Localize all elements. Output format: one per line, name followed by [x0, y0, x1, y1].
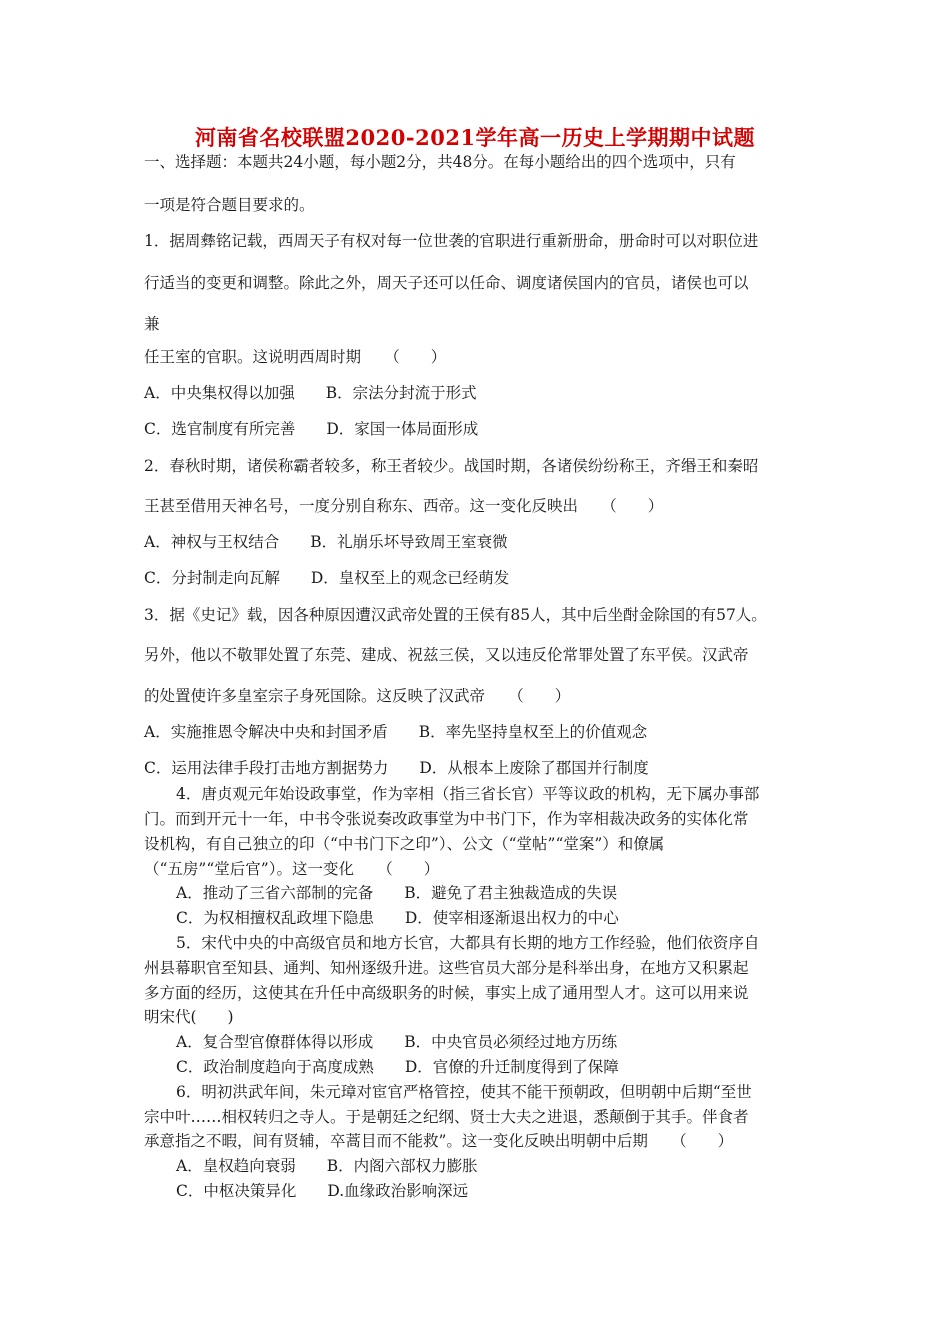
question-2-option-line: C．分封制走向瓦解 D．皇权至上的观念已经萌发	[144, 569, 510, 587]
question-6-option-line: C．中枢决策异化 D.血缘政治影响深远	[176, 1182, 469, 1200]
question-3-option-line: C．运用法律手段打击地方割据势力 D．从根本上废除了郡国并行制度	[144, 759, 649, 777]
question-2-option-line: A．神权与王权结合 B．礼崩乐坏导致周王室衰微	[144, 533, 508, 551]
question-1-stem-line: 任王室的官职。这说明西周时期 （ ）	[144, 348, 447, 366]
question-5-stem-line: 5．宋代中央的中高级官员和地方长官，大都具有长期的地方工作经验，他们依资序自	[176, 934, 760, 952]
question-3-stem-line: 的处置使许多皇室宗子身死国除。这反映了汉武帝 （ ）	[144, 687, 571, 705]
question-4-stem-line: 4．唐贞观元年始设政事堂，作为宰相（指三省长官）平等议政的机构，无下属办事部	[176, 785, 760, 803]
question-5-option-line: C．政治制度趋向于高度成熟 D．官僚的升迁制度得到了保障	[176, 1058, 619, 1076]
section-heading-line: 一、选择题：本题共24小题，每小题2分，共48分。在每小题给出的四个选项中，只有	[144, 153, 736, 171]
question-3-stem-line: 3．据《史记》载，因各种原因遭汉武帝处置的王侯有85人，其中后坐酎金除国的有57人。	[144, 606, 767, 624]
section-heading-line: 一项是符合题目要求的。	[144, 196, 315, 214]
question-5-stem-line: 明宋代( )	[144, 1008, 234, 1026]
question-5-stem-line: 州县幕职官至知县、通判、知州逐级升进。这些官员大部分是科举出身，在地方又积累起	[144, 959, 749, 977]
question-4-stem-line: 设机构，有自己独立的印（“中书门下之印”）、公文（“堂帖”“堂案”）和僚属	[144, 835, 665, 853]
question-3-option-line: A．实施推恩令解决中央和封国矛盾 B．率先坚持皇权至上的价值观念	[144, 723, 648, 741]
question-1-option-line: C．选官制度有所完善 D．家国一体局面形成	[144, 420, 479, 438]
question-3-stem-line: 另外，他以不敬罪处置了东莞、建成、祝兹三侯，又以违反伦常罪处置了东平侯。汉武帝	[144, 646, 749, 664]
question-5-option-line: A．复合型官僚群体得以形成 B．中央官员必须经过地方历练	[176, 1033, 618, 1051]
question-1-option-line: A．中央集权得以加强 B．宗法分封流于形式	[144, 384, 477, 402]
question-4-option-line: C．为权相擅权乱政埋下隐患 D．使宰相逐渐退出权力的中心	[176, 909, 619, 927]
question-6-stem-line: 承意指之不暇，间有贤辅，卒蒿目而不能救”。这一变化反映出明朝中后期 （ ）	[144, 1132, 734, 1150]
question-6-option-line: A．皇权趋向衰弱 B．内阁六部权力膨胀	[176, 1157, 478, 1175]
question-1-stem-line: 1．据周彝铭记载，西周天子有权对每一位世袭的官职进行重新册命，册命时可以对职位进	[144, 232, 759, 250]
question-2-stem-line: 王甚至借用天神名号，一度分别自称东、西帝。这一变化反映出 （ ）	[144, 497, 664, 515]
question-4-stem-line: （“五房”“堂后官”）。这一变化 （ ）	[144, 860, 440, 878]
question-1-stem-line: 兼	[144, 315, 160, 333]
question-6-stem-line: 宗中叶……相权转归之寺人。于是朝廷之纪纲、贤士大夫之进退，悉颠倒于其手。伴食者	[144, 1108, 749, 1126]
question-6-stem-line: 6．明初洪武年间，朱元璋对宦官严格管控，使其不能干预朝政，但明朝中后期“至世	[176, 1083, 752, 1101]
question-4-option-line: A．推动了三省六部制的完备 B．避免了君主独裁造成的失误	[176, 884, 618, 902]
document-title: 河南省名校联盟2020-2021学年高一历史上学期期中试题	[194, 125, 756, 150]
question-2-stem-line: 2．春秋时期，诸侯称霸者较多，称王者较少。战国时期，各诸侯纷纷称王，齐缗王和秦昭	[144, 457, 759, 475]
question-4-stem-line: 门。而到开元十一年，中书令张说奏改政事堂为中书门下，作为宰相裁决政务的实体化常	[144, 810, 749, 828]
question-1-stem-line: 行适当的变更和调整。除此之外，周天子还可以任命、调度诸侯国内的官员，诸侯也可以	[144, 274, 749, 292]
question-5-stem-line: 多方面的经历，这使其在升任中高级职务的时候，事实上成了通用型人才。这可以用来说	[144, 984, 749, 1002]
